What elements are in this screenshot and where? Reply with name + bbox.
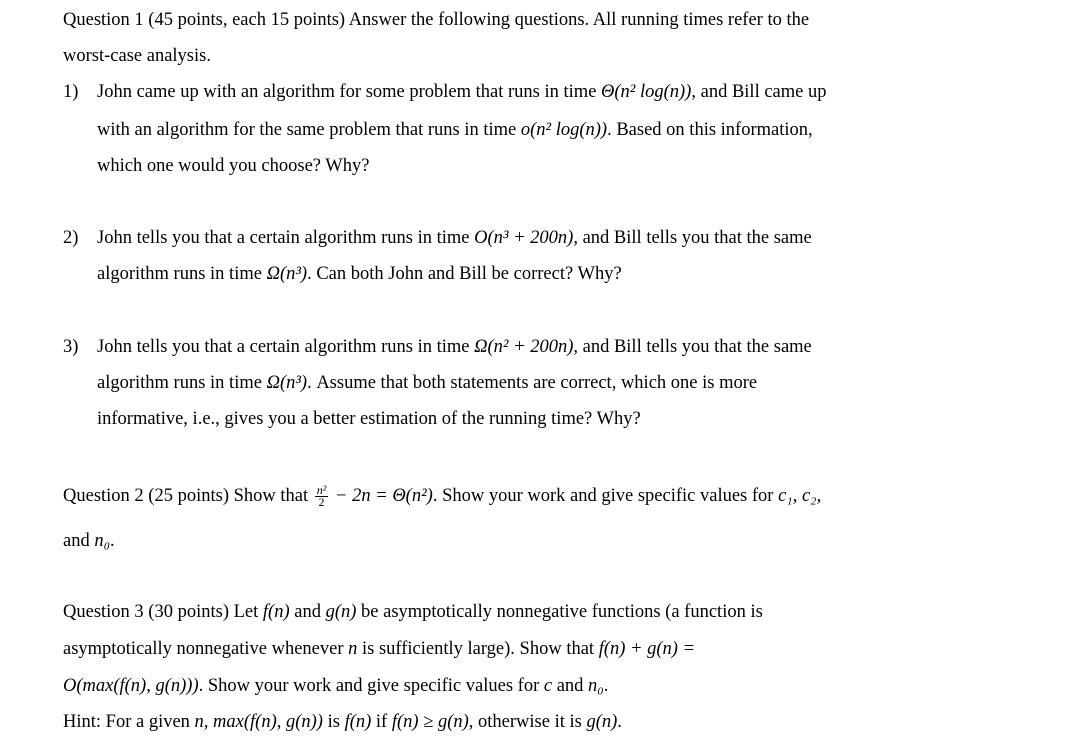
q1-item-1-text: John came up with an algorithm for some problem that runs in time bbox=[97, 82, 597, 102]
math-c1: c₁, bbox=[778, 486, 798, 506]
q3-line-2 bbox=[63, 638, 695, 660]
q1-item-3-text: John tells you that a certain algorithm runs in time bbox=[97, 337, 470, 357]
fraction-numerator: n² bbox=[316, 483, 327, 498]
q1-item-1-text-cont: . Based on this information, bbox=[607, 120, 813, 140]
q1-header: Question 1 (45 points, each 15 points) Answer the following questions. All running times refer to the bbox=[63, 10, 810, 30]
hint-text: is bbox=[327, 712, 340, 732]
q1-item-1-line-3: which one would you choose? Why? bbox=[97, 156, 370, 176]
q3-header: Question 3 (30 points) Let bbox=[63, 602, 259, 622]
math-expression: O(max(f(n), g(n))) bbox=[63, 676, 199, 696]
item-number: 3) bbox=[63, 337, 79, 357]
q1-item-2-text: algorithm runs in time bbox=[97, 264, 262, 284]
q1-item-1-line-2 bbox=[97, 119, 813, 141]
math-g: g(n) bbox=[325, 602, 357, 622]
math-f: f(n) bbox=[344, 712, 372, 732]
q1-item-2-text: John tells you that a certain algorithm runs in time bbox=[97, 228, 470, 248]
q1-item-3-line-3: informative, i.e., gives you a better estimation of the running time? Why? bbox=[97, 409, 641, 429]
q1-item-2-text-cont: , and Bill tells you that the same bbox=[573, 228, 812, 248]
math-expression: O(n³ + 200n) bbox=[474, 228, 574, 248]
q2-text: . Show your work and give specific values for bbox=[432, 486, 774, 506]
q2-line-1 bbox=[63, 485, 821, 508]
q3-text-end: . bbox=[603, 676, 609, 696]
math-expression: Ω(n³) bbox=[266, 264, 308, 284]
math-n: n, bbox=[194, 712, 209, 732]
hint-text: if bbox=[375, 712, 388, 732]
q3-line-1 bbox=[63, 601, 763, 623]
q3-text: is sufficiently large). Show that bbox=[362, 639, 595, 659]
math-expression: f(n) + g(n) = bbox=[598, 639, 696, 659]
q3-line-3 bbox=[63, 675, 608, 697]
q3-text: and bbox=[294, 602, 321, 622]
math-expression: o(n² log(n)) bbox=[520, 120, 608, 140]
q3-text: . Show your work and give specific values for bbox=[198, 676, 540, 696]
q2-text: and bbox=[63, 531, 90, 551]
math-f: f(n) bbox=[262, 602, 290, 622]
item-number: 1) bbox=[63, 82, 79, 102]
q2-line-2 bbox=[63, 530, 115, 552]
q1-item-2-text-cont: . Can both John and Bill be correct? Why? bbox=[307, 264, 622, 284]
math-n0: n₀ bbox=[588, 676, 604, 696]
q1-item-1-text: with an algorithm for the same problem that runs in time bbox=[97, 120, 517, 140]
q3-text: be asymptotically nonnegative functions (a function is bbox=[361, 602, 763, 622]
q1-item-3-line-2 bbox=[97, 372, 757, 394]
q1-item-3-text-cont: . Assume that both statements are correct, which one is more bbox=[307, 373, 758, 393]
q3-text: and bbox=[556, 676, 584, 696]
hint-label: Hint: For a given bbox=[63, 712, 190, 732]
q3-text: asymptotically nonnegative whenever bbox=[63, 639, 344, 659]
item-number: 2) bbox=[63, 228, 79, 248]
math-expression: f(n) ≥ g(n) bbox=[391, 712, 469, 732]
fraction-denominator: 2 bbox=[318, 495, 325, 510]
math-n: n bbox=[348, 639, 358, 659]
q1-header-cont: worst-case analysis. bbox=[63, 46, 211, 66]
hint-text: , otherwise it is bbox=[468, 712, 582, 732]
math-expression: − 2n = Θ(n²) bbox=[334, 486, 433, 506]
math-expression: Ω(n² + 200n) bbox=[474, 337, 574, 357]
q1-item-3-text-cont: , and Bill tells you that the same bbox=[573, 337, 812, 357]
q1-item-1-text-cont: , and Bill came up bbox=[691, 82, 827, 102]
q1-item-3-text: algorithm runs in time bbox=[97, 373, 262, 393]
q1-item-2-line-2 bbox=[97, 263, 622, 285]
hint-text-end: . bbox=[617, 712, 622, 732]
q3-hint bbox=[63, 711, 622, 733]
math-c: c bbox=[543, 676, 553, 696]
math-c2: c₂, bbox=[801, 486, 822, 506]
fraction bbox=[315, 485, 329, 508]
q2-header: Question 2 (25 points) Show that bbox=[63, 486, 309, 506]
math-expression: Θ(n² log(n)) bbox=[601, 82, 692, 102]
math-expression: Ω(n³) bbox=[266, 373, 308, 393]
math-n0: n₀ bbox=[94, 531, 111, 551]
math-expression: max(f(n), g(n)) bbox=[213, 712, 323, 732]
q2-text-end: . bbox=[110, 531, 115, 551]
math-g: g(n) bbox=[586, 712, 618, 732]
